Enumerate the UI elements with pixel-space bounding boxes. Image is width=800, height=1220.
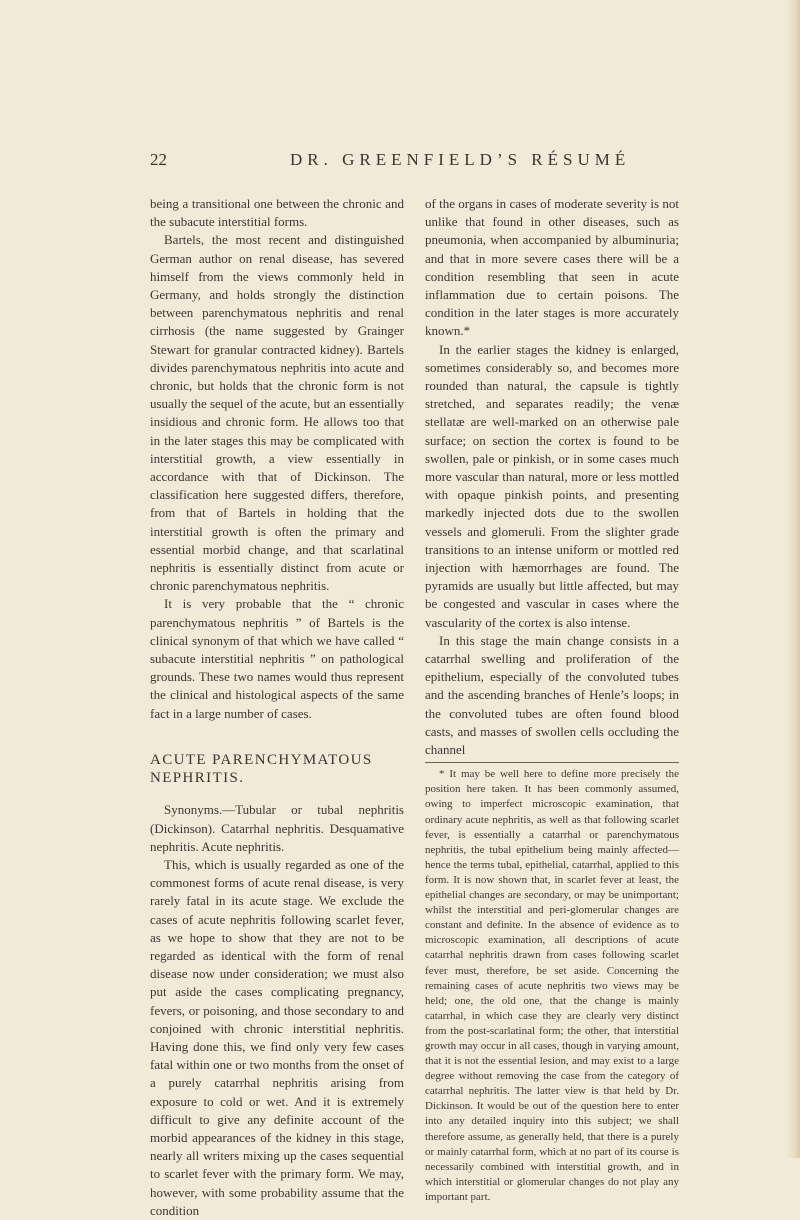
- footnote: * It may be well here to define more precisely the position here taken. It has been commonly assumed, owing to imperfect microscopic examination, that ordinary acute nephritis, as well as that following scarlet fever, is essentially a catarrhal or parenchymatous nephritis, the tubal epithelium being mainly affected—hence the terms tubal, epithelial, catarrhal, applied to this form. It is now shown that, in scarlet fever at least, the epithelial changes are secondary, or may be unimportant; whilst the interstitial and peri-glomerular changes are constant and definite. In the absence of evidence as to microscopic examination, all descriptions of acute catarrhal nephritis drawn from cases following scarlet fever must, therefore, be set aside. Concerning the remaining cases of acute nephritis two views may be held; one, the old one, that the change is mainly catarrhal, in which case they are clearly very distinct from the post-scarlatinal form; the other, that interstitial growth may occur in all cases, though in varying amount, that it is not the essential lesion, and may exist to a large degree without removing the case from the category of catarrhal nephritis. The latter view is that held by Dr. Dickinson. It would be out of the question here to enter into any detailed inquiry into this subject; we shall therefore assume, as generally held, that there is a purely or mainly catarrhal form, which at no part of its course is necessarily combined with interstitial growth, and in which interstitial or glomerular changes do not play any important part.: [425, 768, 679, 1203]
- page-edge: [786, 0, 800, 1158]
- footnote-rule: [425, 762, 679, 763]
- paragraph: In the earlier stages the kidney is enlarged, sometimes considerably so, and becomes more rounded than natural, the capsule is tightly stretched, and separates readily; the venæ stellatæ are well-marked on an otherwise pale surface; on section the cortex is found to be swollen, pale or pinkish, or in some cases much more vascular than natural, more or less mottled with opaque pinkish points, and presenting markedly injected dots due to the swollen vessels and glomeruli. From the slighter grade transitions to an intense uniform or mottled red injection with hæmorrhages are found. The pyramids are usually but little affected, but may be congested and vascular in cases where the vascularity of the cortex is also intense.: [425, 341, 679, 630]
- paragraph: It is very probable that the “ chronic parenchymatous nephritis ” of Bartels is the clinical synonym of that which we have called “ subacute interstitial nephritis ” on pathological grounds. These two names would thus represent the clinical and histological aspects of the same fact in a large number of cases.: [150, 596, 404, 721]
- page-number: 22: [150, 150, 167, 169]
- running-head: DR. GREENFIELD’S RÉSUMÉ: [290, 150, 631, 169]
- page-header: [150, 150, 680, 174]
- right-column: [425, 195, 679, 1205]
- left-column: [150, 195, 404, 1220]
- paragraph: This, which is usually regarded as one of the commonest forms of acute renal disease, is very rarely fatal in its acute stage. We exclude the cases of acute nephritis following scarlet fever, as we hope to show that they are not to be regarded as identical with the form of renal disease now under consideration; we must also put aside the cases complicating pregnancy, fevers, or poisoning, and those secondary to and conjoined with chronic interstitial nephritis. Having done this, we find only very few cases fatal within one or two months from the onset of a purely catarrhal nephritis arising from exposure to cold or wet. And it is extremely difficult to give any definite account of the morbid appearances of the kidney in this stage, nearly all writers mixing up the cases sequential to scarlet fever with the primary form. We may, however, with some probability assume that the condition: [150, 856, 404, 1218]
- section-heading: ACUTE PARENCHYMATOUS NEPHRITIS.: [150, 751, 373, 787]
- paragraph: In this stage the main change consists in a catarrhal swelling and proliferation of the epithelium, especially of the convoluted tubes and the ascending branches of Henle’s loops; in the convoluted tubes are often found blood casts, and masses of swollen cells occluding the channel: [425, 632, 679, 758]
- paragraph: Bartels, the most recent and distinguished German author on renal disease, has severed himself from the views commonly held in Germany, and holds strongly the distinction between parenchymatous nephritis and renal cirrhosis (the name suggested by Grainger Stewart for granular contracted kidney). Bartels divides parenchymatous nephritis into acute and chronic, but holds that the chronic form is not usually the sequel of the acute, but an essentially insidious and chronic form. He allows too that in the later stages this may be complicated with interstitial growth, a view essentially in accordance with that of Dickinson. The classification here suggested differs, therefore, from that of Bartels in holding that the interstitial growth is often the primary and essential morbid change, and that scarlatinal nephritis is essentially distinct from acute or chronic parenchymatous nephritis.: [150, 232, 404, 594]
- paragraph: being a transitional one between the chronic and the subacute interstitial forms.: [150, 196, 404, 230]
- paragraph: Synonyms.—Tubular or tubal nephritis (Dickinson). Catarrhal nephritis. Desquamative nephritis. Acute nephritis.: [150, 802, 404, 854]
- paragraph: of the organs in cases of moderate severity is not unlike that found in other diseases, such as pneumonia, when accompanied by albuminuria; and that in more severe cases there will be a condition resembling that seen in acute inflammation due to certain poisons. The condition in the later stages is more accurately known.*: [425, 196, 679, 339]
